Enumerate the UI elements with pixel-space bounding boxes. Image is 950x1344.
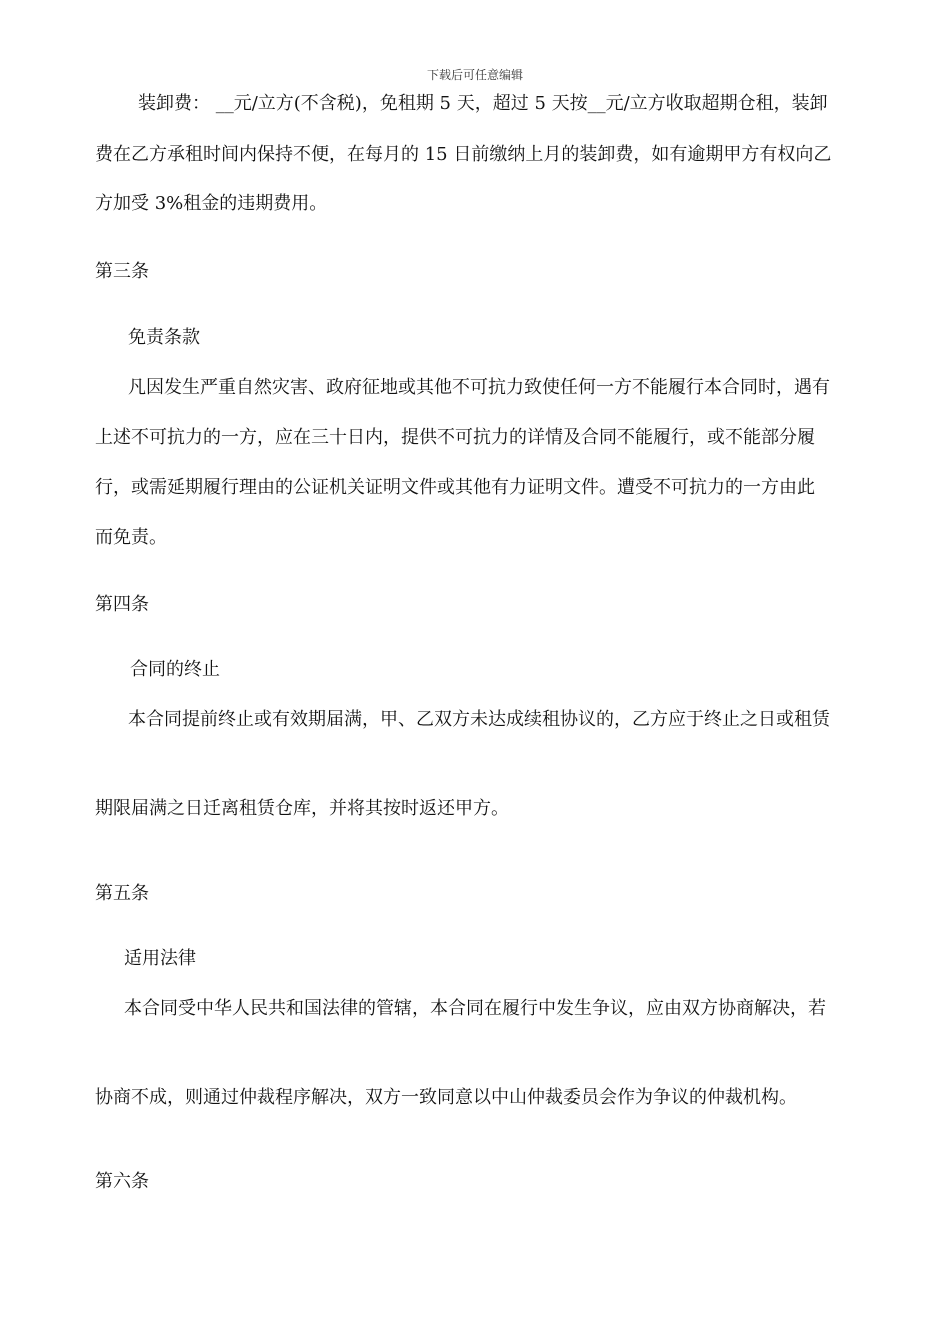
article-3-heading: 第三条 — [95, 261, 149, 282]
article-3-line-4: 而免责。 — [95, 527, 167, 548]
article-3-line-2: 上述不可抗力的一方，应在三十日内，提供不可抗力的详情及合同不能履行，或不能部分履 — [95, 427, 815, 448]
article-4-subtitle: 合同的终止 — [130, 659, 220, 680]
article-3-line-1: 凡因发生严重自然灾害、政府征地或其他不可抗力致使任何一方不能履行本合同时，遇有 — [128, 377, 830, 398]
article-5-line-2: 协商不成，则通过仲裁程序解决，双方一致同意以中山仲裁委员会作为争议的仲裁机构。 — [95, 1087, 797, 1108]
article-4-line-2: 期限届满之日迁离租赁仓库，并将其按时返还甲方。 — [95, 798, 509, 819]
article-4-line-1: 本合同提前终止或有效期届满，甲、乙双方未达成续租协议的，乙方应于终止之日或租赁 — [128, 709, 830, 730]
article-5-subtitle: 适用法律 — [124, 948, 196, 969]
article-3-line-3: 行，或需延期履行理由的公证机关证明文件或其他有力证明文件。遭受不可抗力的一方由此 — [95, 477, 815, 498]
fee-paragraph-line-1: 装卸费： __元/立方(不含税)，免租期 5 天，超过 5 天按__元/立方收取超期仓租，装卸 — [138, 93, 828, 114]
article-4-heading: 第四条 — [95, 594, 149, 615]
fee-paragraph-line-2: 费在乙方承租时间内保持不便，在每月的 15 日前缴纳上月的装卸费，如有逾期甲方有权向乙 — [95, 144, 832, 165]
page-header-note: 下载后可任意编辑 — [426, 68, 523, 82]
article-5-heading: 第五条 — [95, 883, 149, 904]
fee-paragraph-line-3: 方加受 3%租金的违期费用。 — [95, 193, 328, 214]
article-6-heading: 第六条 — [95, 1171, 149, 1192]
article-5-line-1: 本合同受中华人民共和国法律的管辖，本合同在履行中发生争议，应由双方协商解决，若 — [124, 998, 826, 1019]
article-3-subtitle: 免责条款 — [128, 327, 200, 348]
